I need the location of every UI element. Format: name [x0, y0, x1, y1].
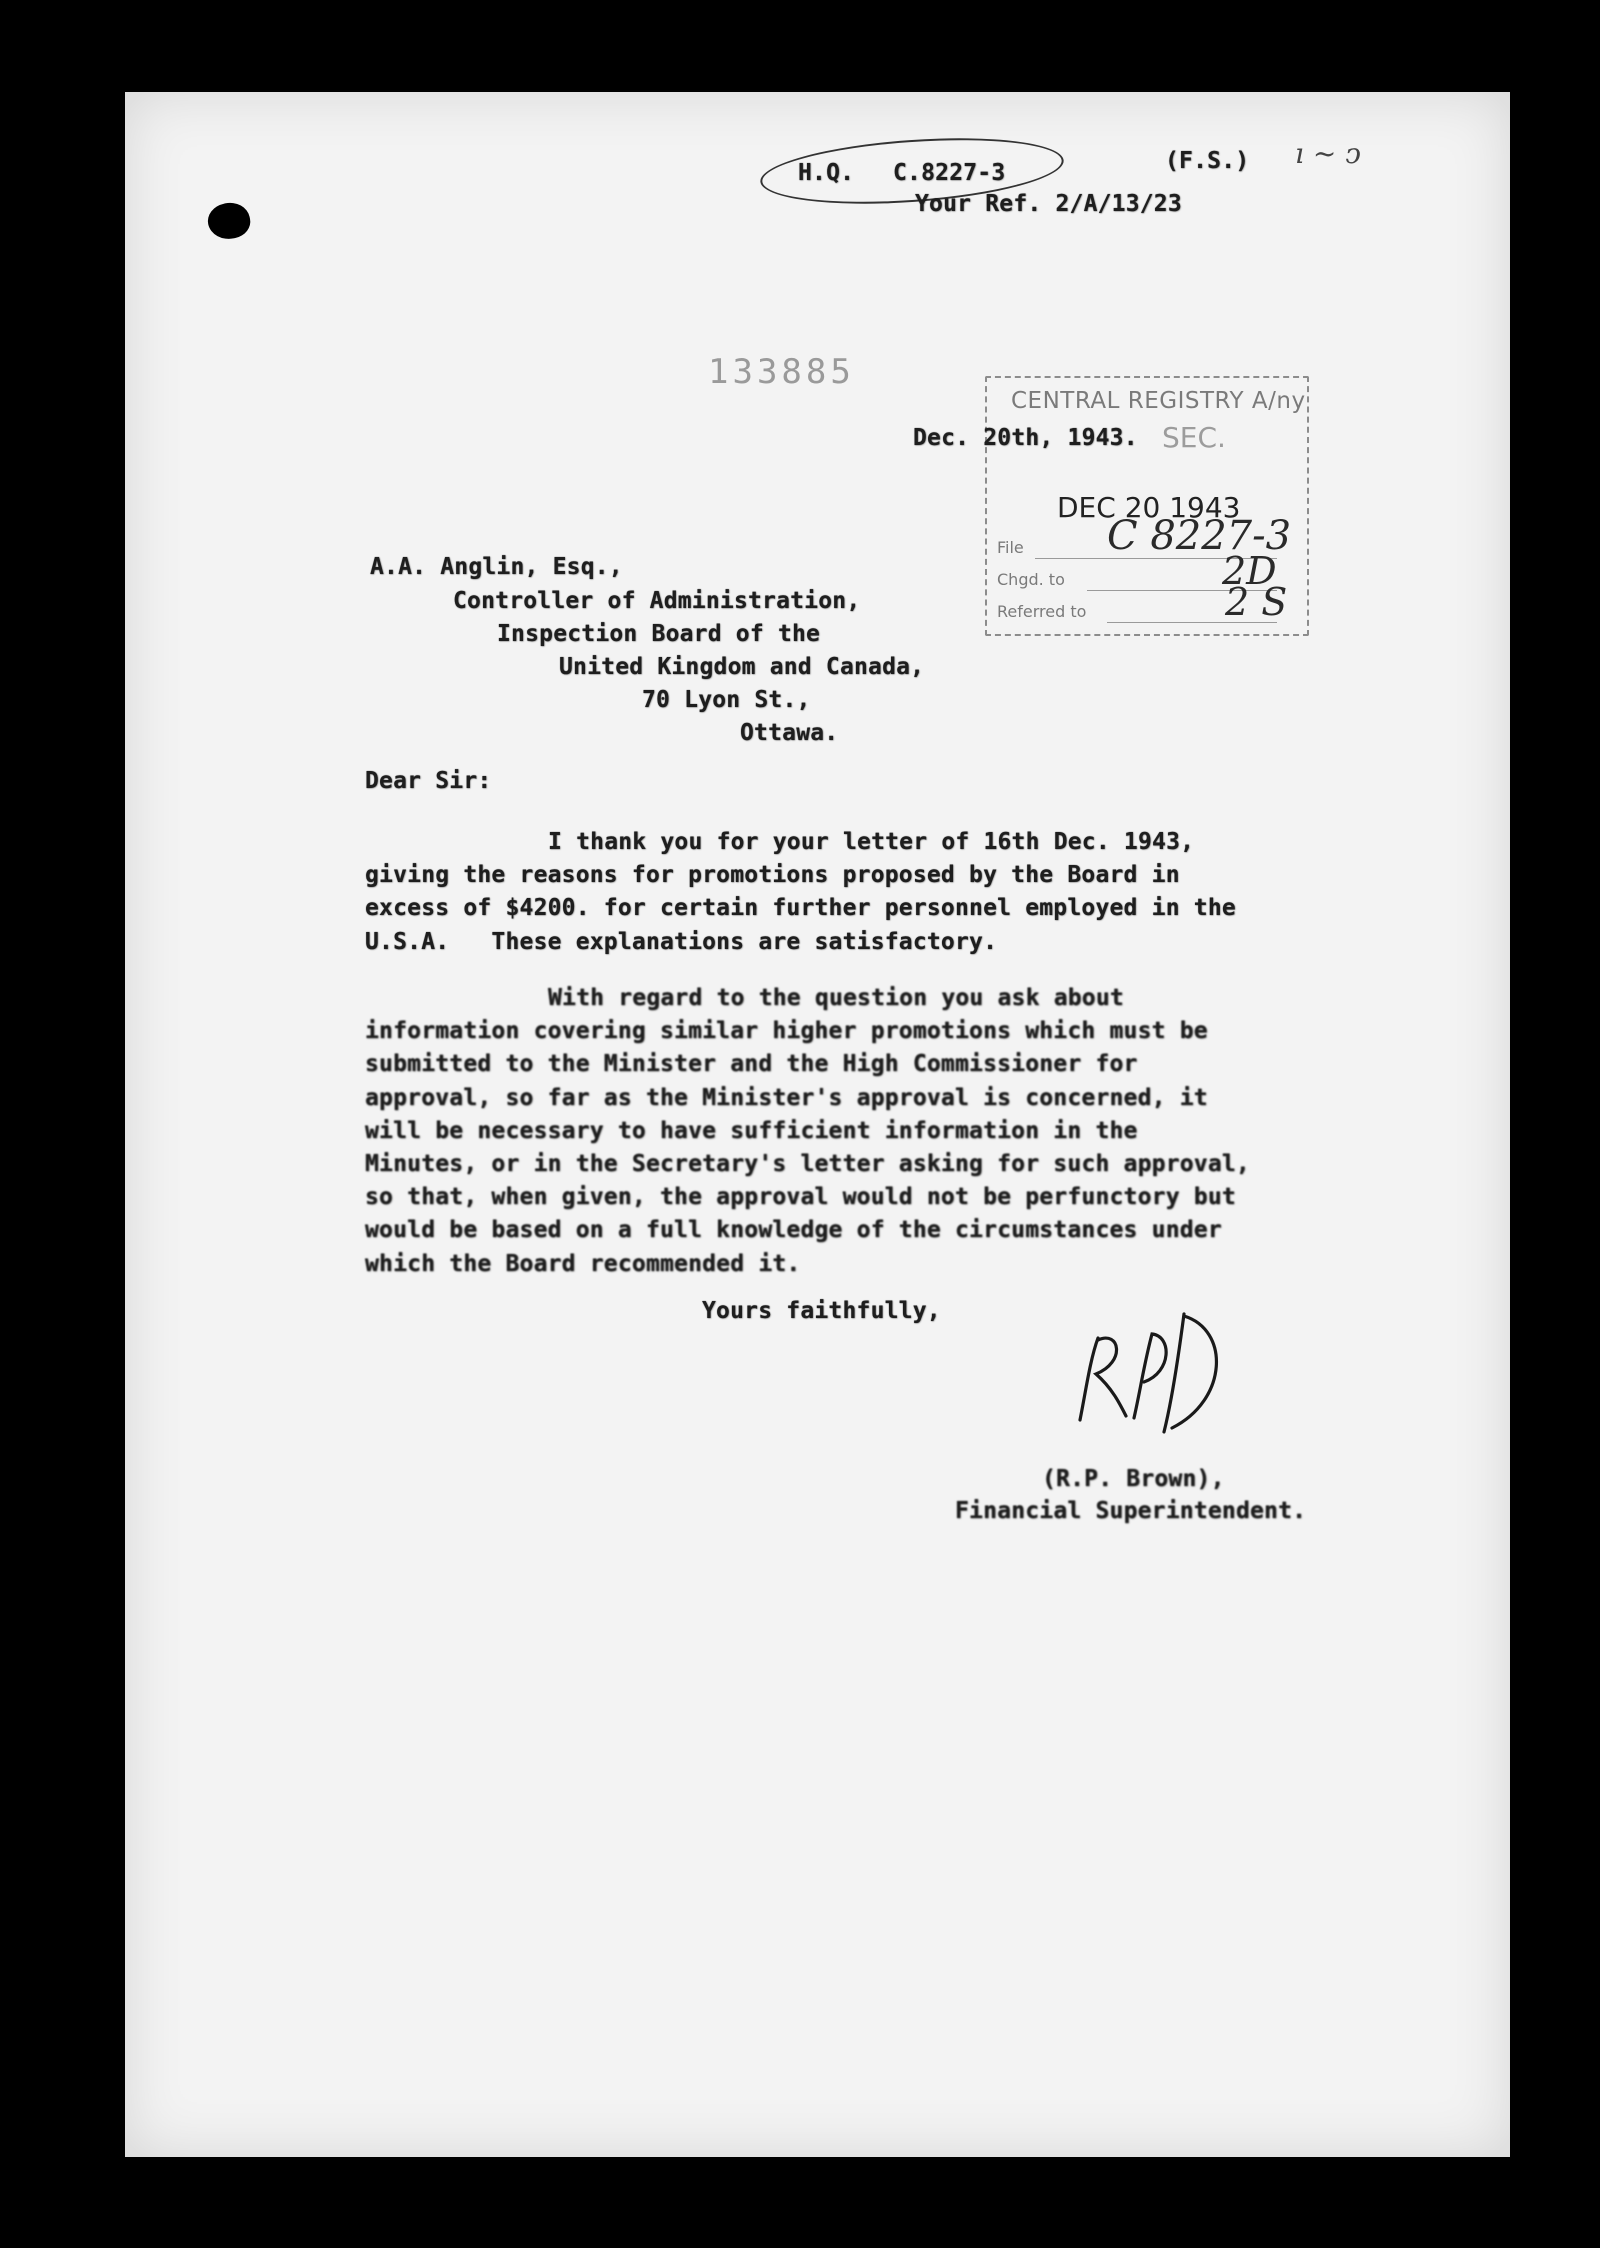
stamp-referred-value: 2 S [1225, 580, 1288, 624]
paragraph-1 [365, 826, 1236, 959]
stamp-date: DEC 20 1943 [1057, 491, 1241, 524]
stamp-file-label: File [997, 538, 1024, 557]
fs-label: (F.S.) [1165, 148, 1250, 174]
paragraph-2-line-6: Minutes, or in the Secretary's letter asking for such approval, [365, 1151, 1250, 1178]
file-code: C.8227-3 [893, 160, 1006, 186]
stamp-chgd-value: 2D [1222, 549, 1277, 593]
stamp-title: CENTRAL REGISTRY A/ny [1011, 388, 1306, 414]
stamp-chgd-label: Chgd. to [997, 570, 1065, 589]
recipient-name: A.A. Anglin, Esq., [370, 554, 623, 580]
paragraph-1-line-3: excess of $4200. for certain further personnel employed in the [365, 895, 1236, 922]
recipient-org-line2: United Kingdom and Canada, [559, 654, 925, 680]
paragraph-2-line-4: approval, so far as the Minister's approval is concerned, it [365, 1084, 1208, 1111]
closing: Yours faithfully, [702, 1298, 941, 1324]
stamp-sec: SEC. [1162, 421, 1226, 454]
recipient-street: 70 Lyon St., [642, 687, 811, 713]
signatory-name: (R.P. Brown), [1042, 1466, 1225, 1492]
recipient-org-line1: Inspection Board of the [497, 621, 821, 647]
hq-label: H.Q. [798, 160, 855, 186]
paragraph-2 [365, 982, 1250, 1281]
signature-initials [1060, 1300, 1250, 1440]
paragraph-2-line-8: would be based on a full knowledge of the circumstances under [365, 1217, 1222, 1244]
paragraph-2-line-3: submitted to the Minister and the High Commissioner for [365, 1051, 1138, 1078]
recipient-city: Ottawa. [740, 720, 839, 746]
salutation: Dear Sir: [365, 768, 492, 794]
stamp-file-value: C 8227-3 [1107, 513, 1292, 559]
paragraph-1-line-4: U.S.A. These explanations are satisfactory. [365, 928, 998, 955]
registry-stamp [985, 376, 1309, 636]
paragraph-2-line-5: will be necessary to have sufficient information in the [365, 1117, 1138, 1144]
paragraph-2-line-2: information covering similar higher promotions which must be [365, 1018, 1208, 1045]
your-reference: Your Ref. 2/A/13/23 [915, 191, 1182, 217]
signatory-title: Financial Superintendent. [955, 1498, 1307, 1524]
corner-mark: ı ~ ↄ [1295, 137, 1361, 170]
stamp-referred-label: Referred to [997, 602, 1087, 621]
paragraph-2-line-9: which the Board recommended it. [365, 1250, 801, 1277]
recipient-title: Controller of Administration, [453, 588, 861, 614]
paragraph-1-line-1: I thank you for your letter of 16th Dec. 1943, [548, 829, 1195, 855]
letter-date: Dec. 20th, 1943. [913, 425, 1138, 451]
paragraph-2-line-1: With regard to the question you ask about [548, 985, 1124, 1011]
paragraph-1-line-2: giving the reasons for promotions proposed by the Board in [365, 862, 1180, 889]
paragraph-2-line-7: so that, when given, the approval would not be perfunctory but [365, 1184, 1236, 1211]
document-number: 133885 [708, 352, 855, 392]
